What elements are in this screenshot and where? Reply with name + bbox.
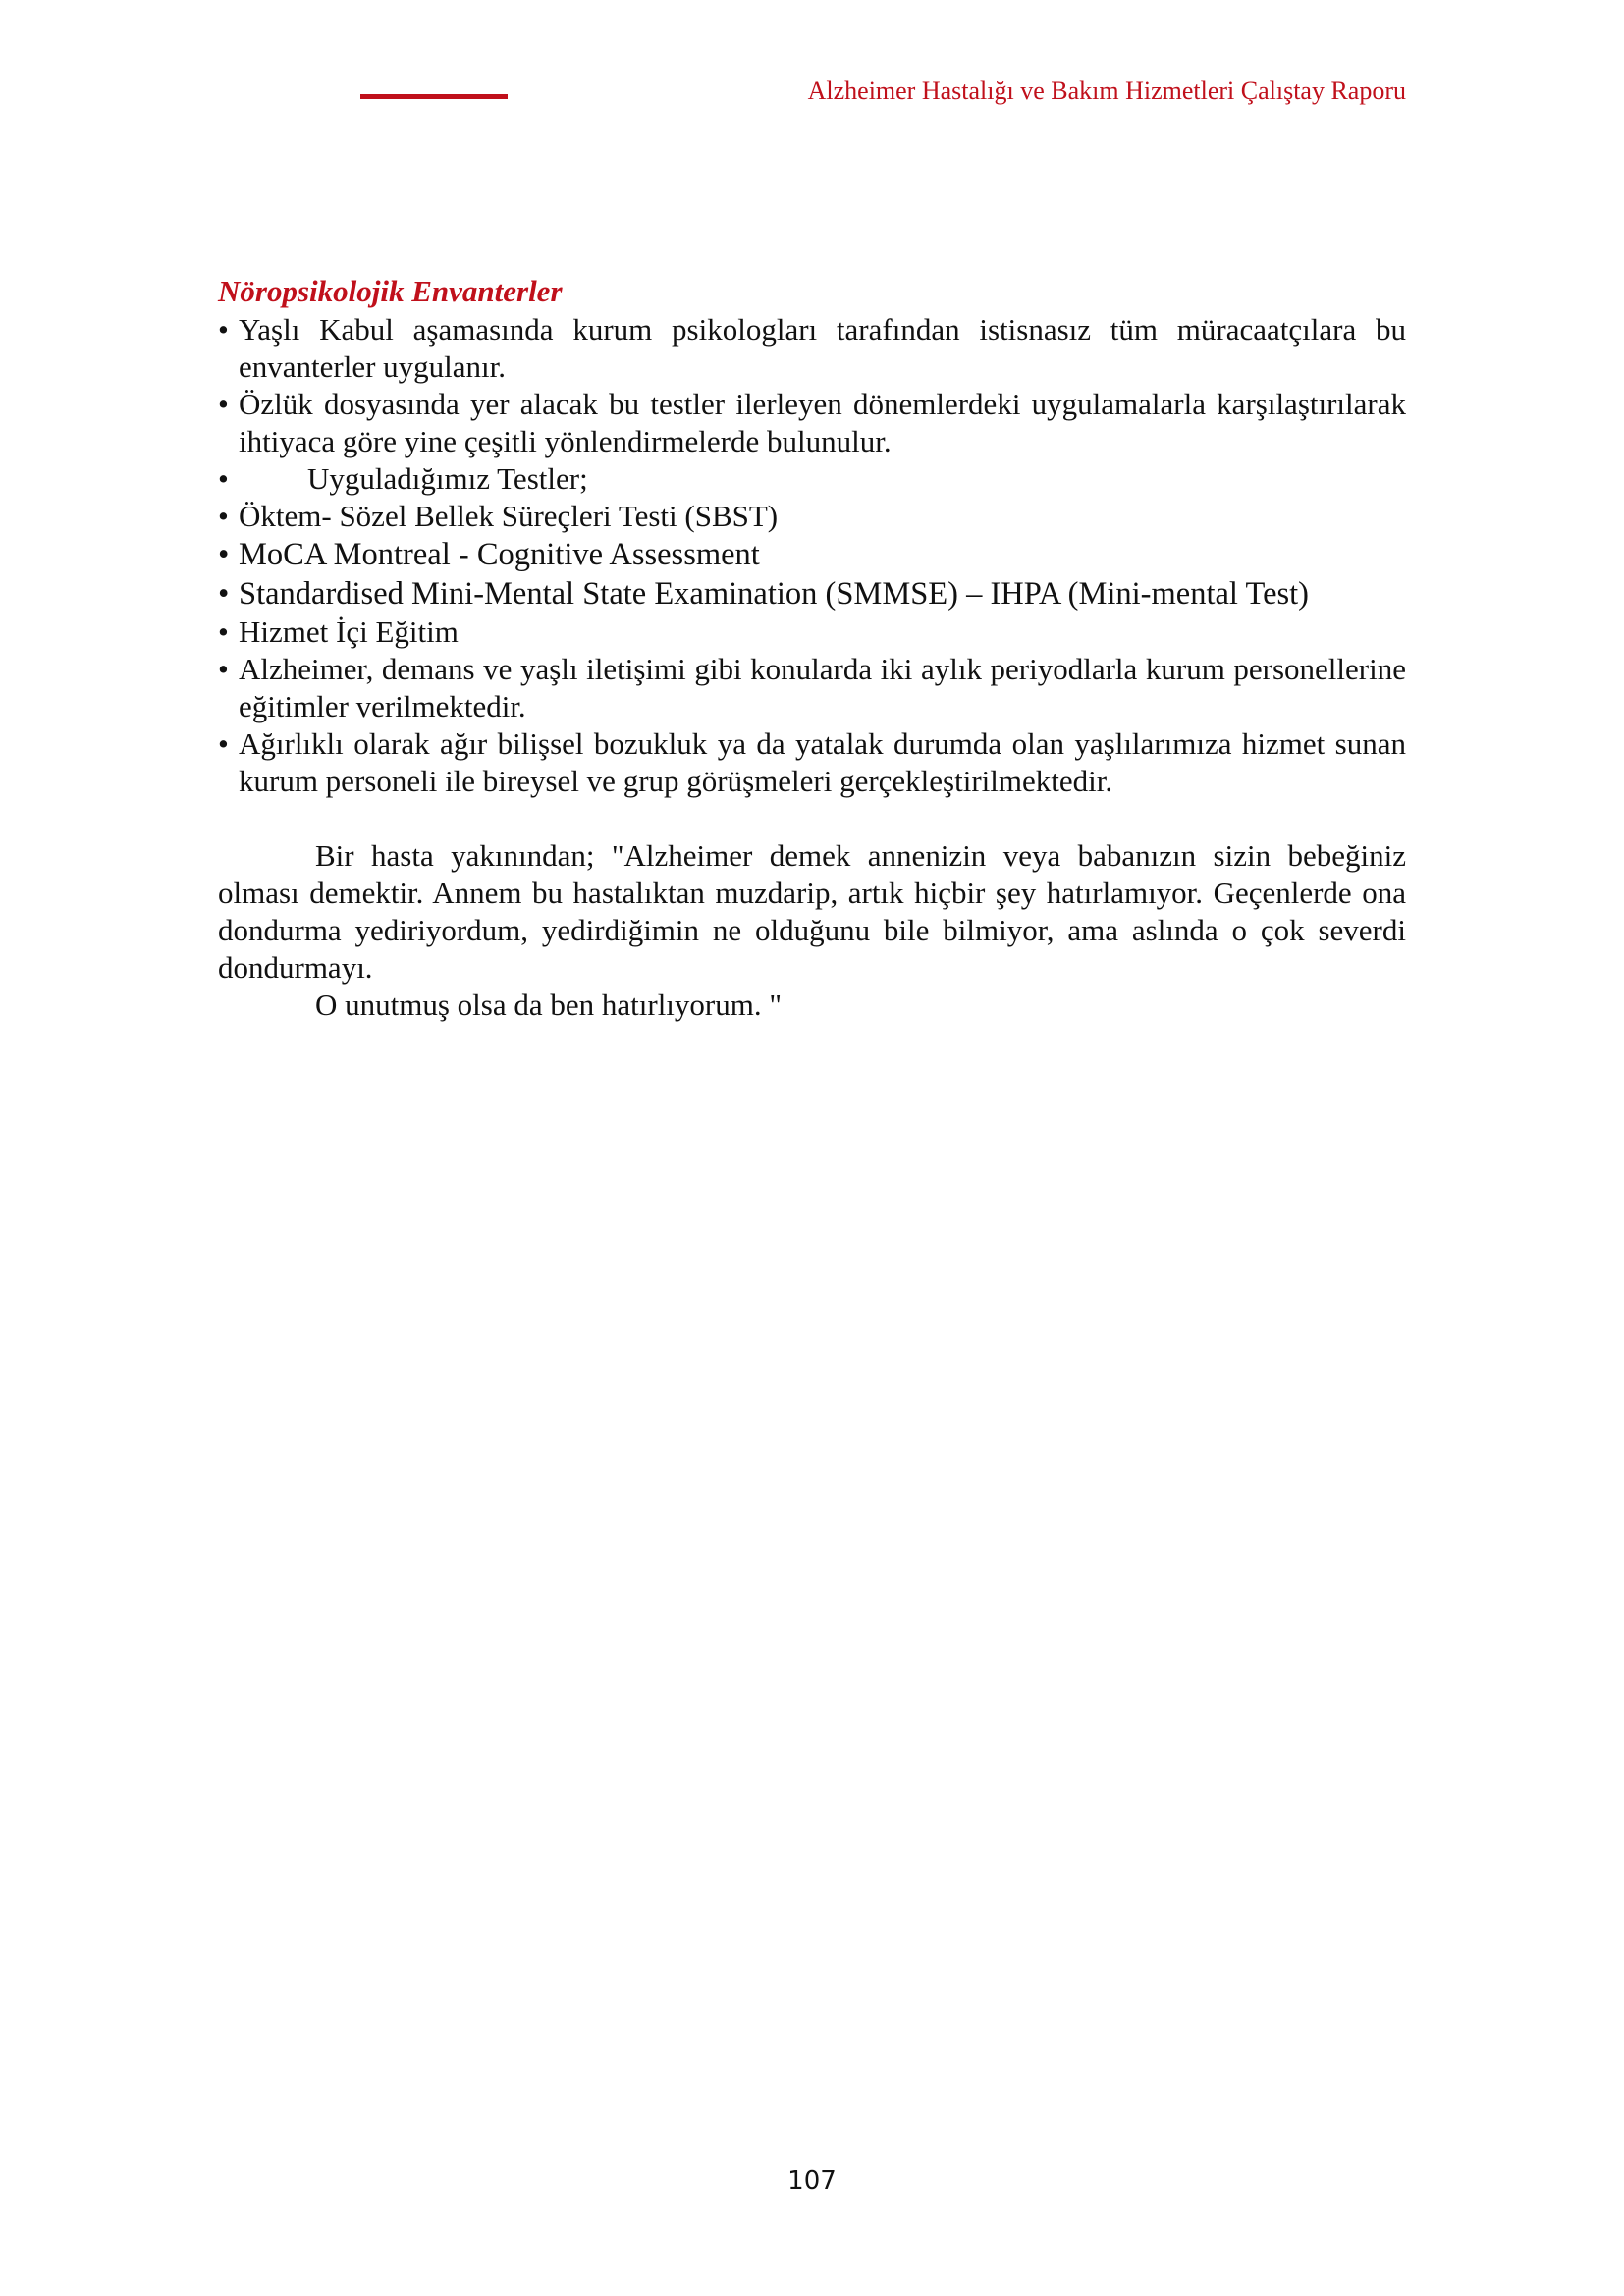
bullet-icon: • [218,499,229,533]
paragraph-spacer [218,800,1406,837]
quote-paragraph: Bir hasta yakınından; "Alzheimer demek annenizin veya babanızın sizin bebeğiniz olması demektir. Annem bu hastalıktan muzdarip, artık hiçbir şey hatırlamıyor. Geçenlerde ona dondurma yediriyordum, yedirdiğimin ne olduğunu bile bilmiyor, ama aslında o çok severdi dondurmayı. [218,838,1406,985]
list-item-text: Özlük dosyasında yer alacak bu testler ilerleyen dönemlerdeki uygulamalarla karşılaştırılarak ihtiyaca göre yine çeşitli yönlendirmelerde bulunulur. [239,387,1406,458]
bullet-icon: • [218,614,229,649]
bullet-list [218,311,1406,800]
list-item-text: MoCA Montreal - Cognitive Assessment [239,537,760,572]
page-content [218,272,1406,1024]
bullet-icon: • [218,461,229,496]
page-number: 107 [787,2166,837,2196]
list-item [218,651,1406,725]
bullet-icon: • [218,652,229,686]
quote-closing: O unutmuş olsa da ben hatırlıyorum. " [315,988,783,1022]
list-item [218,386,1406,460]
bullet-icon: • [218,312,229,347]
bullet-icon: • [218,576,230,612]
list-item [218,460,1406,498]
list-item-text: Öktem- Sözel Bellek Süreçleri Testi (SBST) [239,499,779,533]
bullet-icon: • [218,387,229,421]
list-item-text: Ağırlıklı olarak ağır bilişsel bozukluk ya da yatalak durumda olan yaşlılarımıza hizmet sunan kurum personeli ile bireysel ve grup görüşmeleri gerçekleştirilmektedir. [239,726,1406,798]
list-item-text: Alzheimer, demans ve yaşlı iletişimi gibi konularda iki aylık periyodlarla kurum personellerine eğitimler verilmektedir. [239,652,1406,723]
list-item [218,574,1406,614]
header-rule [360,94,508,99]
list-item [218,535,1406,574]
list-item [218,614,1406,651]
running-header-title: Alzheimer Hastalığı ve Bakım Hizmetleri Çalıştay Raporu [807,77,1406,105]
list-item-text: Yaşlı Kabul aşamasında kurum psikologları tarafından istisnasız tüm müracaatçılara bu envanterler uygulanır. [239,312,1406,384]
section-title: Nöropsikolojik Envanterler [218,274,563,308]
list-item [218,311,1406,386]
bullet-icon: • [218,726,229,761]
list-item-text: Hizmet İçi Eğitim [239,614,459,649]
list-item [218,725,1406,800]
list-item-text: Standardised Mini-Mental State Examination (SMMSE) – IHPA (Mini-mental Test) [239,576,1309,612]
bullet-icon: • [218,537,230,572]
list-item [218,498,1406,535]
list-item-text: Uyguladığımız Testler; [307,461,588,496]
